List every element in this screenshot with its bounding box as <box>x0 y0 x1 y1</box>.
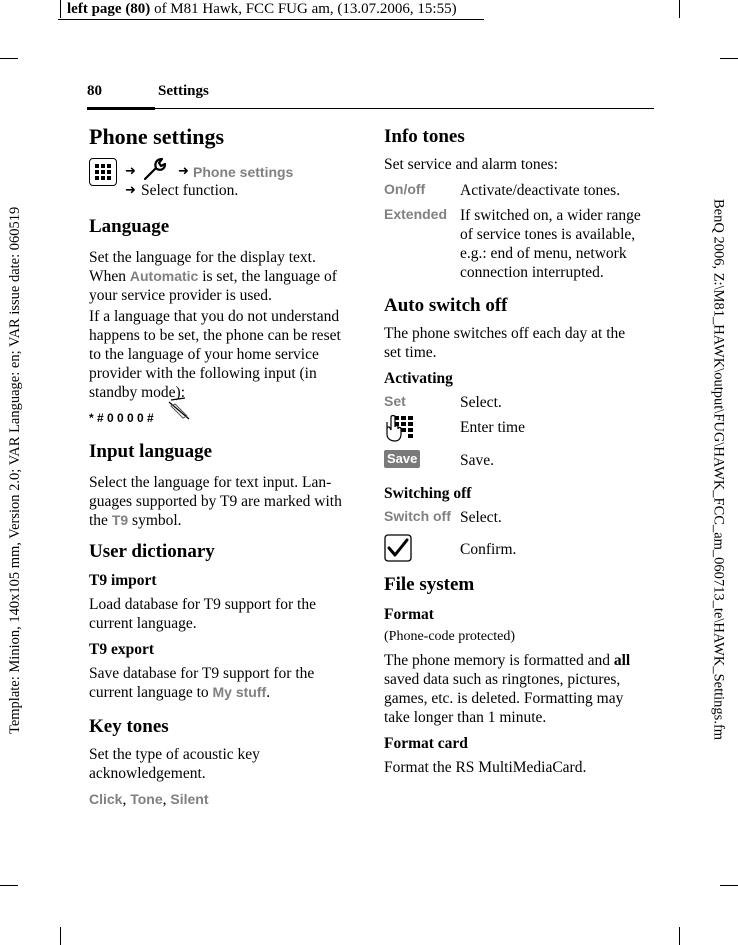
nav-select-function: Select function. <box>141 182 239 199</box>
crop-mark <box>60 0 61 18</box>
save-text: Save. <box>460 452 495 469</box>
header-rule-thick <box>87 107 155 110</box>
activating-row-save <box>384 449 654 471</box>
soft-key-my-stuff: My stuff <box>212 684 267 700</box>
option-separator: , <box>122 791 131 808</box>
banner-bold: left page (80) <box>67 1 151 17</box>
t9-import-heading: T9 import <box>89 572 157 589</box>
soft-key-switch-off: Switch off <box>384 508 451 524</box>
print-banner <box>67 0 457 18</box>
user-dictionary-heading: User dictionary <box>89 541 215 562</box>
language-heading: Language <box>89 216 170 237</box>
enter-time-text: Enter time <box>460 419 525 436</box>
t9-export-text-a: Save database for T9 support for the current language to <box>89 665 315 701</box>
crop-mark <box>720 885 738 886</box>
format-note: (Phone-code protected) <box>384 629 515 644</box>
arrow-icon: ➜ <box>178 163 189 178</box>
t9-export-text <box>89 664 355 702</box>
nav-phone-settings: Phone settings <box>193 164 294 180</box>
format-heading: Format <box>384 606 434 623</box>
soft-key-automatic: Automatic <box>129 268 199 284</box>
input-language-text <box>89 473 355 530</box>
key-tones-options <box>89 789 209 809</box>
language-text-a: Set the language for the display text. When <box>89 249 316 285</box>
crop-mark <box>0 58 18 59</box>
menu-grid-icon <box>89 158 117 186</box>
t9-export-text-b: . <box>266 684 271 701</box>
auto-switch-off-text: The phone switches off each day at the set time. <box>384 325 626 361</box>
language-text <box>89 248 355 305</box>
key-tones-text: Set the type of acoustic key acknowledgement. <box>89 746 260 782</box>
keypad-icon <box>384 414 416 442</box>
info-tones-heading: Info tones <box>384 126 465 147</box>
format-text-b: saved data such as ringtones, pictures, games, etc. is deleted. Formatting may take longer than 1 minute. <box>384 671 624 726</box>
soft-key-set: Set <box>384 393 406 409</box>
option-tone: Tone <box>130 791 163 807</box>
on-off-text: Activate/deactivate tones. <box>460 182 621 199</box>
banner-text: of M81 Hawk, FCC FUG am, (13.07.2006, 15:55) <box>150 1 457 17</box>
format-text <box>384 651 650 727</box>
crop-mark <box>60 927 61 945</box>
format-text-a: The phone memory is formatted and <box>384 652 614 669</box>
template-info: Template: Minion, 140x105 mm, Version 2.0; VAR Language: en; VAR issue date: 060519 <box>7 206 23 734</box>
running-header: Settings <box>158 83 209 99</box>
option-separator: , <box>162 791 171 808</box>
t9-import-text: Load database for T9 support for the current language. <box>89 596 316 632</box>
language-text-b: is set, the language of your service provider is used. <box>89 268 337 304</box>
option-click: Click <box>89 791 123 807</box>
confirm-text: Confirm. <box>460 541 517 558</box>
activating-row-enter <box>384 414 654 444</box>
confirm-row <box>384 534 654 564</box>
format-card-text: Format the RS MultiMediaCard. <box>384 759 587 776</box>
activating-row-set <box>384 393 654 413</box>
reset-code-keys: * # 0 0 0 0 # <box>89 411 154 425</box>
key-tones-heading: Key tones <box>89 716 169 737</box>
crop-mark <box>0 885 18 886</box>
reset-code <box>89 407 154 426</box>
file-system-heading: File system <box>384 574 475 595</box>
arrow-icon: ➜ <box>125 182 136 197</box>
info-tones-intro: Set service and alarm tones: <box>384 156 558 173</box>
format-card-heading: Format card <box>384 735 468 752</box>
crop-mark <box>679 0 680 18</box>
arrow-icon: ➜ <box>125 163 136 178</box>
language-reset-text: If a language that you do not understand happens to be set, the phone can be reset to the language of your home service provider with the following input (in standby mode): <box>89 308 341 401</box>
file-path-info: BenQ 2006, Z:\M81_HAWK\output\FUG\HAWK_FCC_am_060713_te\HAWK_Settings.fm <box>710 199 727 741</box>
input-language-text-b: symbol. <box>128 512 182 529</box>
checkmark-icon <box>384 534 412 562</box>
set-text: Select. <box>460 394 502 411</box>
switch-off-text: Select. <box>460 509 502 526</box>
format-text-bold: all <box>613 652 631 669</box>
page-title: Phone settings <box>89 124 225 149</box>
soft-key-t9: T9 <box>111 512 129 528</box>
page-number: 80 <box>87 83 102 99</box>
auto-switch-off-heading: Auto switch off <box>384 295 508 316</box>
crop-mark <box>720 58 738 59</box>
input-language-heading: Input language <box>89 441 213 462</box>
soft-key-on-off: On/off <box>384 181 426 197</box>
wrench-icon <box>139 154 169 184</box>
switching-off-heading: Switching off <box>384 485 472 502</box>
info-tones-row <box>384 181 654 201</box>
info-tones-row <box>384 206 654 286</box>
activating-heading: Activating <box>384 370 453 387</box>
input-language-text-a: Select the language for text input. Lan-guages supported by T9 are marked with the <box>89 474 342 529</box>
t9-export-heading: T9 export <box>89 641 155 658</box>
banner-underline <box>58 19 484 20</box>
header-rule <box>87 108 654 109</box>
switching-off-row <box>384 508 654 528</box>
soft-key-extended: Extended <box>384 206 448 222</box>
extended-text: If switched on, a wider range of service tones is available, e.g.: end of menu, network connection interrupted. <box>460 207 641 281</box>
call-key-icon <box>165 392 195 422</box>
save-soft-key: Save <box>384 450 420 468</box>
option-silent: Silent <box>170 791 209 807</box>
crop-mark <box>679 927 680 945</box>
